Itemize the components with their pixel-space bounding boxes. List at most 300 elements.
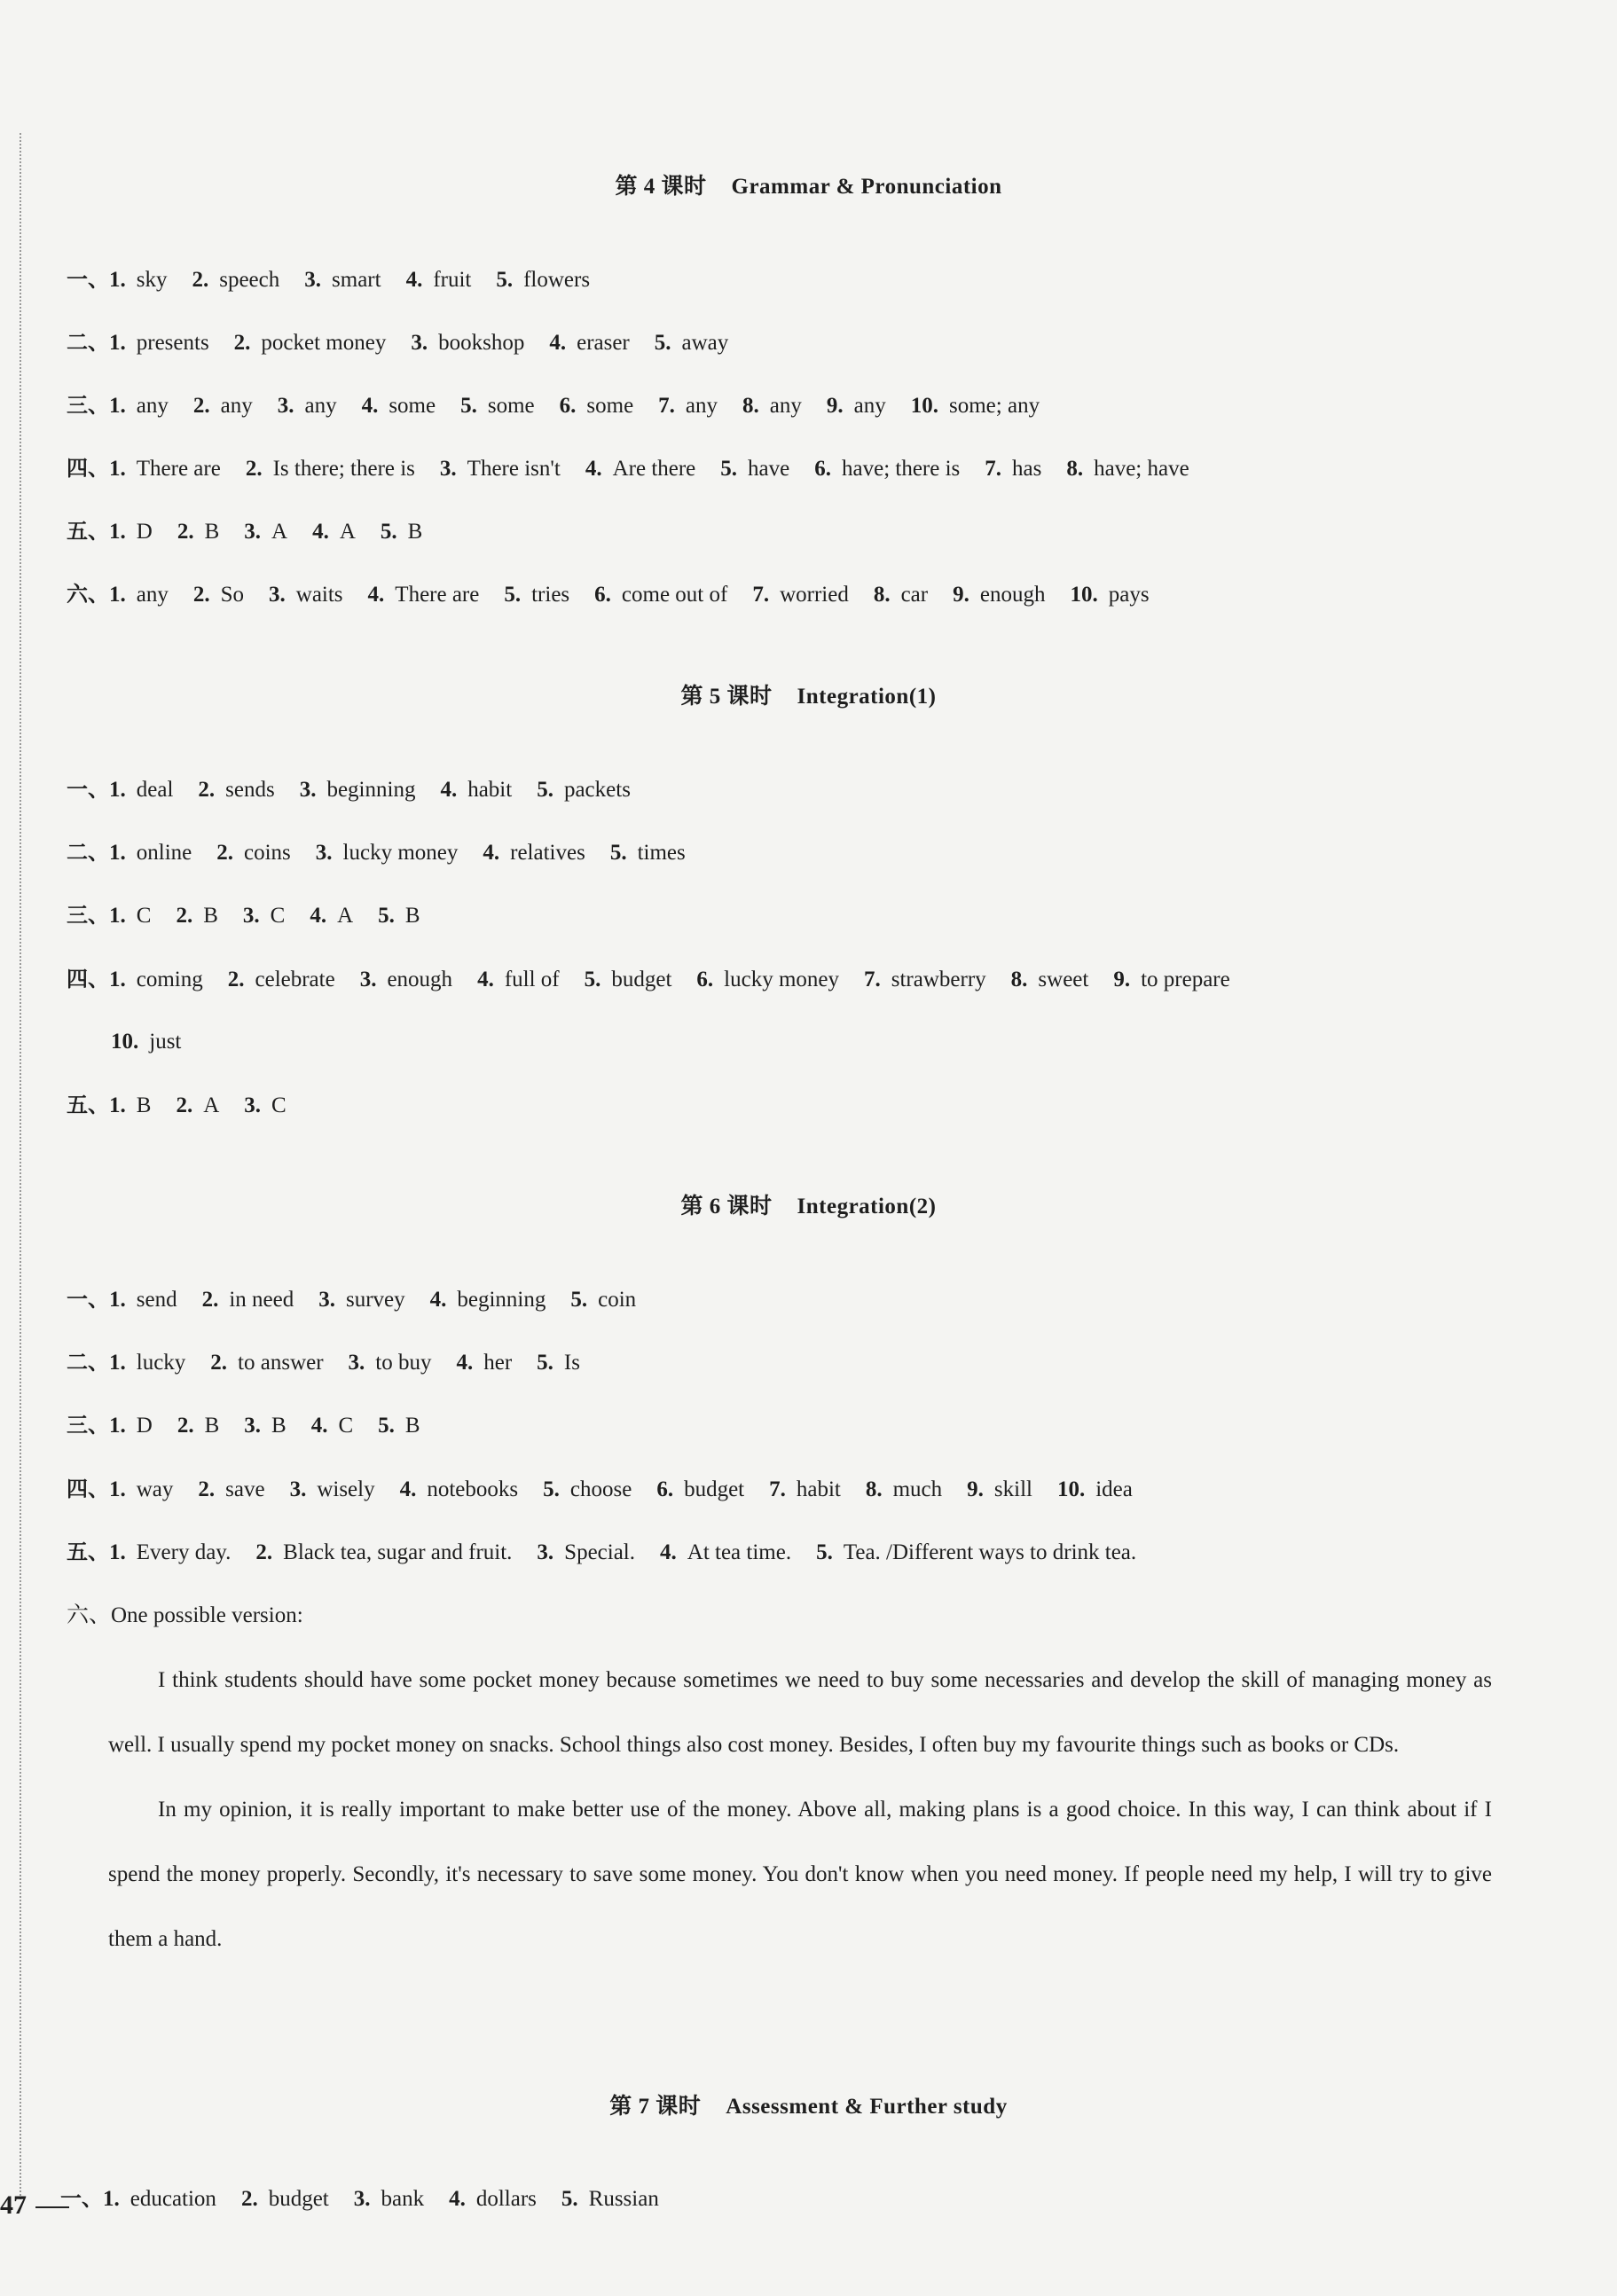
answer-text: celebrate <box>255 968 335 991</box>
answer-number: 7. <box>769 1477 786 1501</box>
answer-text: D <box>136 1414 153 1438</box>
answer-number: 2. <box>176 1093 193 1117</box>
answer-text: flowers <box>523 268 591 292</box>
answer-text: to answer <box>238 1351 324 1375</box>
answer-text: enough <box>387 968 453 991</box>
answer-text: worried <box>780 583 849 607</box>
answer-item <box>193 580 244 610</box>
answer-row <box>67 1537 1161 1568</box>
answer-text: car <box>900 583 929 607</box>
answer-text: smart <box>332 268 381 292</box>
answer-number: 1. <box>103 2187 120 2211</box>
answer-number: 9. <box>953 583 969 607</box>
answer-item <box>449 2184 537 2214</box>
answer-number: 5. <box>543 1477 560 1501</box>
answer-text: send <box>136 1288 177 1312</box>
answer-number: 4. <box>549 331 567 355</box>
answer-text: any <box>685 394 718 418</box>
answer-item <box>198 1475 264 1505</box>
answer-text: lucky <box>136 1351 186 1375</box>
answer-item <box>109 901 151 931</box>
answer-item <box>103 2184 216 2214</box>
answer-number: 3. <box>411 331 428 355</box>
answer-item <box>827 391 886 421</box>
answer-item <box>368 580 480 610</box>
answer-item <box>318 1285 404 1315</box>
answer-item <box>216 838 291 868</box>
answer-text: budget <box>268 2187 329 2211</box>
answer-number: 1. <box>109 841 126 865</box>
answer-item <box>244 1091 286 1121</box>
answer-number: 1. <box>109 331 126 355</box>
answer-item <box>658 391 718 421</box>
answer-item <box>720 454 789 484</box>
answer-item <box>362 391 436 421</box>
lesson-name: Assessment & Further study <box>726 2095 1008 2119</box>
answer-number: 4. <box>310 1414 328 1438</box>
question-group-label: 一、 <box>67 1287 109 1312</box>
answer-item <box>537 1538 635 1568</box>
answer-item <box>176 1091 219 1121</box>
answer-number: 8. <box>1066 457 1084 481</box>
answer-item <box>816 1538 1136 1568</box>
essay-label: 六、One possible version: <box>67 1603 303 1627</box>
answer-item <box>381 517 422 547</box>
section-title-lesson-6 <box>0 1188 1617 1220</box>
answer-number: 3. <box>439 457 457 481</box>
section-title-lesson-7 <box>0 2088 1617 2120</box>
question-group-label: 二、 <box>67 330 109 355</box>
answer-number: 3. <box>353 2187 371 2211</box>
answer-item <box>406 265 472 295</box>
answer-item <box>911 391 1040 421</box>
answer-text: A <box>271 520 288 544</box>
answer-text: B <box>204 1414 220 1438</box>
answer-text: lucky money <box>724 968 839 991</box>
answer-number: 5. <box>380 520 397 544</box>
answer-text: Is there; there is <box>272 457 415 481</box>
answer-text: budget <box>611 968 672 991</box>
answer-item <box>349 1348 432 1378</box>
answer-item <box>109 1538 231 1568</box>
answer-text: A <box>339 520 356 544</box>
answer-item <box>411 328 524 358</box>
answer-text: There isn't <box>467 457 561 481</box>
answer-text: Is <box>563 1351 580 1375</box>
answer-number: 2. <box>176 904 193 928</box>
answer-item <box>378 901 420 931</box>
answer-number: 4. <box>399 1477 417 1501</box>
answer-text: has <box>1012 457 1042 481</box>
answer-item <box>496 265 590 295</box>
answer-number: 1. <box>109 268 126 292</box>
answer-text: away <box>681 331 729 355</box>
answer-item <box>290 1475 375 1505</box>
answer-number: 10. <box>111 1030 139 1054</box>
answer-item <box>440 775 512 805</box>
answer-item <box>696 965 839 995</box>
essay-paragraph-2: In my opinion, it is really important to make better use of the money. Above all, making plans is a good choice. In this way, I can think about if I spend the money properly. Secondly, it's necessary to save some money. You don't know when you need money. If people need my help, I will try to give them a hand. <box>108 1798 1492 1951</box>
lesson-number: 第 6 课时 <box>680 1195 773 1219</box>
answer-text: speech <box>219 268 280 292</box>
answer-number: 1. <box>109 1477 126 1501</box>
answer-item <box>866 1475 942 1505</box>
answer-item <box>560 391 634 421</box>
answer-number: 4. <box>361 394 379 418</box>
answer-number: 2. <box>198 778 216 802</box>
question-group-label: 一、 <box>60 2186 103 2211</box>
answer-item <box>255 1538 512 1568</box>
answer-item <box>742 391 802 421</box>
question-group-label: 三、 <box>67 903 109 928</box>
answer-number: 3. <box>348 1351 365 1375</box>
answer-item <box>504 580 569 610</box>
answer-number: 1. <box>109 1540 126 1564</box>
answer-number: 2. <box>192 394 210 418</box>
answer-item <box>310 901 353 931</box>
answer-item <box>109 775 173 805</box>
answer-item <box>549 328 629 358</box>
sample-essay <box>108 1648 1492 1971</box>
answer-number: 1. <box>109 394 126 418</box>
answer-item <box>1113 965 1229 995</box>
question-group-label: 四、 <box>67 456 109 481</box>
answer-item <box>109 517 153 547</box>
answer-text: sweet <box>1038 968 1089 991</box>
answer-number: 5. <box>816 1540 833 1564</box>
answer-number: 10. <box>910 394 938 418</box>
answer-text: way <box>136 1477 174 1501</box>
answer-text: online <box>136 841 192 865</box>
answer-item <box>814 454 960 484</box>
answer-text: coin <box>598 1288 637 1312</box>
answer-text: any <box>853 394 886 418</box>
answer-text: A <box>203 1093 220 1117</box>
answer-row <box>67 1474 1158 1505</box>
answer-number: 5. <box>537 1351 553 1375</box>
answer-number: 4. <box>440 778 458 802</box>
answer-text: save <box>225 1477 265 1501</box>
answer-item <box>269 580 343 610</box>
answer-text: Are there <box>612 457 696 481</box>
answer-number: 2. <box>216 841 233 865</box>
answer-number: 2. <box>227 968 245 991</box>
answer-row-continued <box>111 1027 206 1057</box>
answer-item <box>460 391 535 421</box>
answer-item <box>967 1475 1032 1505</box>
answer-item <box>537 775 631 805</box>
answer-text: B <box>136 1093 152 1117</box>
answer-number: 2. <box>240 2187 258 2211</box>
answer-text: C <box>270 904 286 928</box>
answer-number: 5. <box>378 1414 395 1438</box>
answer-text: enough <box>979 583 1046 607</box>
question-group-label: 四、 <box>67 967 109 991</box>
answer-number: 6. <box>594 583 611 607</box>
answer-number: 1. <box>109 1414 126 1438</box>
answer-text: any <box>304 394 337 418</box>
answer-text: At tea time. <box>687 1540 792 1564</box>
answer-row <box>67 579 1174 610</box>
answer-item <box>400 1475 519 1505</box>
answer-number: 7. <box>658 394 675 418</box>
answer-item <box>1057 1475 1133 1505</box>
answer-number: 5. <box>460 394 477 418</box>
answer-number: 4. <box>429 1288 447 1312</box>
answer-item <box>360 965 452 995</box>
answer-text: coins <box>244 841 291 865</box>
answer-number: 3. <box>299 778 317 802</box>
answer-text: Tea. /Different ways to drink tea. <box>843 1540 1137 1564</box>
answer-item <box>543 1475 632 1505</box>
answer-text: lucky money <box>342 841 459 865</box>
answer-number: 4. <box>483 841 500 865</box>
answer-item <box>228 965 335 995</box>
answer-text: to buy <box>375 1351 432 1375</box>
question-group-label: 五、 <box>67 1093 109 1117</box>
answer-number: 3. <box>304 268 322 292</box>
question-group-label: 四、 <box>67 1477 109 1501</box>
answer-text: sends <box>225 778 275 802</box>
answer-item <box>109 965 203 995</box>
answer-item <box>202 1285 294 1315</box>
answer-text: some <box>586 394 634 418</box>
answer-number: 10. <box>1056 1477 1086 1501</box>
answer-number: 5. <box>561 2187 578 2211</box>
answer-number: 8. <box>1010 968 1028 991</box>
answer-number: 2. <box>177 1414 194 1438</box>
answer-item <box>244 1411 286 1441</box>
answer-item <box>440 454 561 484</box>
answer-text: B <box>407 520 423 544</box>
lesson-name: Grammar & Pronunciation <box>731 175 1002 199</box>
section-title-lesson-4 <box>0 168 1617 200</box>
answer-number: 7. <box>864 968 881 991</box>
answer-text: Russian <box>588 2187 659 2211</box>
answer-text: pocket money <box>261 331 387 355</box>
answer-item <box>656 1475 744 1505</box>
lesson-number: 第 4 课时 <box>615 175 707 199</box>
answer-item <box>752 580 849 610</box>
answer-text: have <box>748 457 790 481</box>
answer-item <box>109 328 209 358</box>
answer-number: 2. <box>201 1288 219 1312</box>
question-group-label: 三、 <box>67 393 109 418</box>
answer-number: 1. <box>109 457 126 481</box>
answer-text: deal <box>136 778 174 802</box>
answer-number: 3. <box>244 1414 261 1438</box>
answer-item <box>109 1285 177 1315</box>
answer-text: have; there is <box>842 457 961 481</box>
answer-number: 5. <box>378 904 395 928</box>
answer-number: 9. <box>826 394 844 418</box>
answer-item <box>953 580 1045 610</box>
answer-text: times <box>637 841 686 865</box>
answer-item <box>278 391 337 421</box>
answer-row <box>67 264 615 295</box>
answer-item <box>111 1027 181 1057</box>
answer-item <box>316 838 459 868</box>
answer-text: come out of <box>621 583 728 607</box>
answer-number: 1. <box>109 520 126 544</box>
answer-row <box>67 837 710 868</box>
answer-text: pays <box>1108 583 1150 607</box>
answer-number: 2. <box>210 1351 228 1375</box>
answer-text: notebooks <box>427 1477 519 1501</box>
answer-item <box>109 1348 185 1378</box>
answer-number: 4. <box>585 457 602 481</box>
answer-text: idea <box>1095 1477 1133 1501</box>
answer-item <box>176 901 217 931</box>
question-group-label: 一、 <box>67 267 109 292</box>
answer-row <box>67 327 753 358</box>
answer-number: 2. <box>198 1477 216 1501</box>
answer-item <box>594 580 727 610</box>
answer-text: survey <box>345 1288 405 1312</box>
answer-number: 2. <box>192 268 209 292</box>
answer-number: 6. <box>696 968 714 991</box>
answer-item <box>1066 454 1189 484</box>
answer-number: 4. <box>367 583 385 607</box>
answer-text: waits <box>295 583 343 607</box>
answer-number: 3. <box>537 1540 554 1564</box>
answer-number: 1. <box>109 1288 126 1312</box>
lesson-number: 第 5 课时 <box>680 685 773 709</box>
answer-item <box>210 1348 323 1378</box>
question-group-label: 三、 <box>67 1413 109 1438</box>
answer-text: B <box>404 904 420 928</box>
answer-number: 2. <box>177 520 194 544</box>
answer-text: dollars <box>475 2187 537 2211</box>
answer-item <box>561 2184 659 2214</box>
answer-text: education <box>130 2187 216 2211</box>
answer-text: any <box>769 394 802 418</box>
answer-number: 3. <box>242 904 260 928</box>
answer-item <box>198 775 274 805</box>
answer-text: bank <box>381 2187 425 2211</box>
answer-text: in need <box>229 1288 294 1312</box>
answer-number: 6. <box>559 394 577 418</box>
answer-number: 4. <box>477 968 494 991</box>
answer-text: some; any <box>949 394 1040 418</box>
answer-item <box>109 1411 153 1441</box>
answer-item <box>312 517 356 547</box>
answer-item <box>985 454 1041 484</box>
answer-number: 8. <box>873 583 891 607</box>
answer-row <box>60 2183 684 2214</box>
answer-text: C <box>136 904 152 928</box>
answer-item <box>304 265 381 295</box>
answer-number: 6. <box>814 457 831 481</box>
answer-text: skill <box>993 1477 1032 1501</box>
answer-number: 9. <box>1113 968 1131 991</box>
answer-text: A <box>337 904 354 928</box>
answer-text: any <box>136 394 169 418</box>
answer-text: There are <box>136 457 221 481</box>
answer-text: some <box>487 394 535 418</box>
answer-text: any <box>220 394 253 418</box>
answer-number: 8. <box>865 1477 883 1501</box>
answer-number: 3. <box>244 1093 261 1117</box>
answer-item <box>1011 965 1089 995</box>
answer-text: packets <box>563 778 631 802</box>
answer-item <box>109 1475 173 1505</box>
answer-number: 4. <box>405 268 423 292</box>
question-group-label: 五、 <box>67 1540 109 1564</box>
answer-item <box>864 965 986 995</box>
answer-row <box>67 516 447 547</box>
question-group-label: 二、 <box>67 840 109 865</box>
answer-number: 5. <box>537 778 553 802</box>
answer-number: 4. <box>312 520 329 544</box>
answer-text: to prepare <box>1141 968 1230 991</box>
answer-item <box>109 391 169 421</box>
answer-number: 8. <box>742 394 759 418</box>
answer-number: 10. <box>1070 583 1098 607</box>
answer-text: beginning <box>326 778 416 802</box>
answer-number: 5. <box>609 841 627 865</box>
answer-number: 3. <box>315 841 333 865</box>
answer-text: choose <box>569 1477 632 1501</box>
answer-text: her <box>483 1351 513 1375</box>
answer-text: strawberry <box>891 968 986 991</box>
question-group-label: 一、 <box>67 777 109 802</box>
answer-number: 7. <box>985 457 1002 481</box>
answer-item <box>300 775 416 805</box>
lesson-number: 第 7 课时 <box>609 2095 702 2119</box>
answer-item <box>483 838 585 868</box>
answer-row <box>67 1090 311 1121</box>
answer-item <box>244 517 287 547</box>
lesson-name: Integration(1) <box>797 685 937 709</box>
answer-number: 4. <box>449 2187 466 2211</box>
answer-item <box>660 1538 791 1568</box>
answer-text: Black tea, sugar and fruit. <box>283 1540 513 1564</box>
answer-text: B <box>204 520 220 544</box>
answer-number: 2. <box>192 583 210 607</box>
answer-text: just <box>149 1030 182 1054</box>
answer-text: budget <box>684 1477 745 1501</box>
answer-text: eraser <box>577 331 630 355</box>
answer-text: presents <box>136 331 209 355</box>
answer-number: 6. <box>656 1477 674 1501</box>
answer-number: 5. <box>654 331 671 355</box>
answer-number: 1. <box>109 778 126 802</box>
answer-number: 5. <box>504 583 522 607</box>
answer-item <box>585 454 695 484</box>
answer-item <box>246 454 415 484</box>
answer-text: C <box>271 1093 287 1117</box>
answer-number: 1. <box>109 904 126 928</box>
answer-number: 5. <box>720 457 738 481</box>
answer-item <box>874 580 928 610</box>
lesson-name: Integration(2) <box>797 1195 937 1219</box>
answer-number: 4. <box>660 1540 677 1564</box>
answer-row <box>67 1284 661 1315</box>
answer-text: B <box>203 904 218 928</box>
answer-item <box>537 1348 580 1378</box>
answer-text: tries <box>531 583 570 607</box>
answer-item <box>109 1091 151 1121</box>
page-number: 47 <box>0 2190 69 2221</box>
answer-item <box>378 1411 420 1441</box>
answer-number: 4. <box>456 1351 474 1375</box>
answer-text: habit <box>467 778 513 802</box>
answer-number: 4. <box>310 904 327 928</box>
answer-text: Special. <box>564 1540 636 1564</box>
answer-item <box>354 2184 424 2214</box>
answer-text: any <box>136 583 169 607</box>
